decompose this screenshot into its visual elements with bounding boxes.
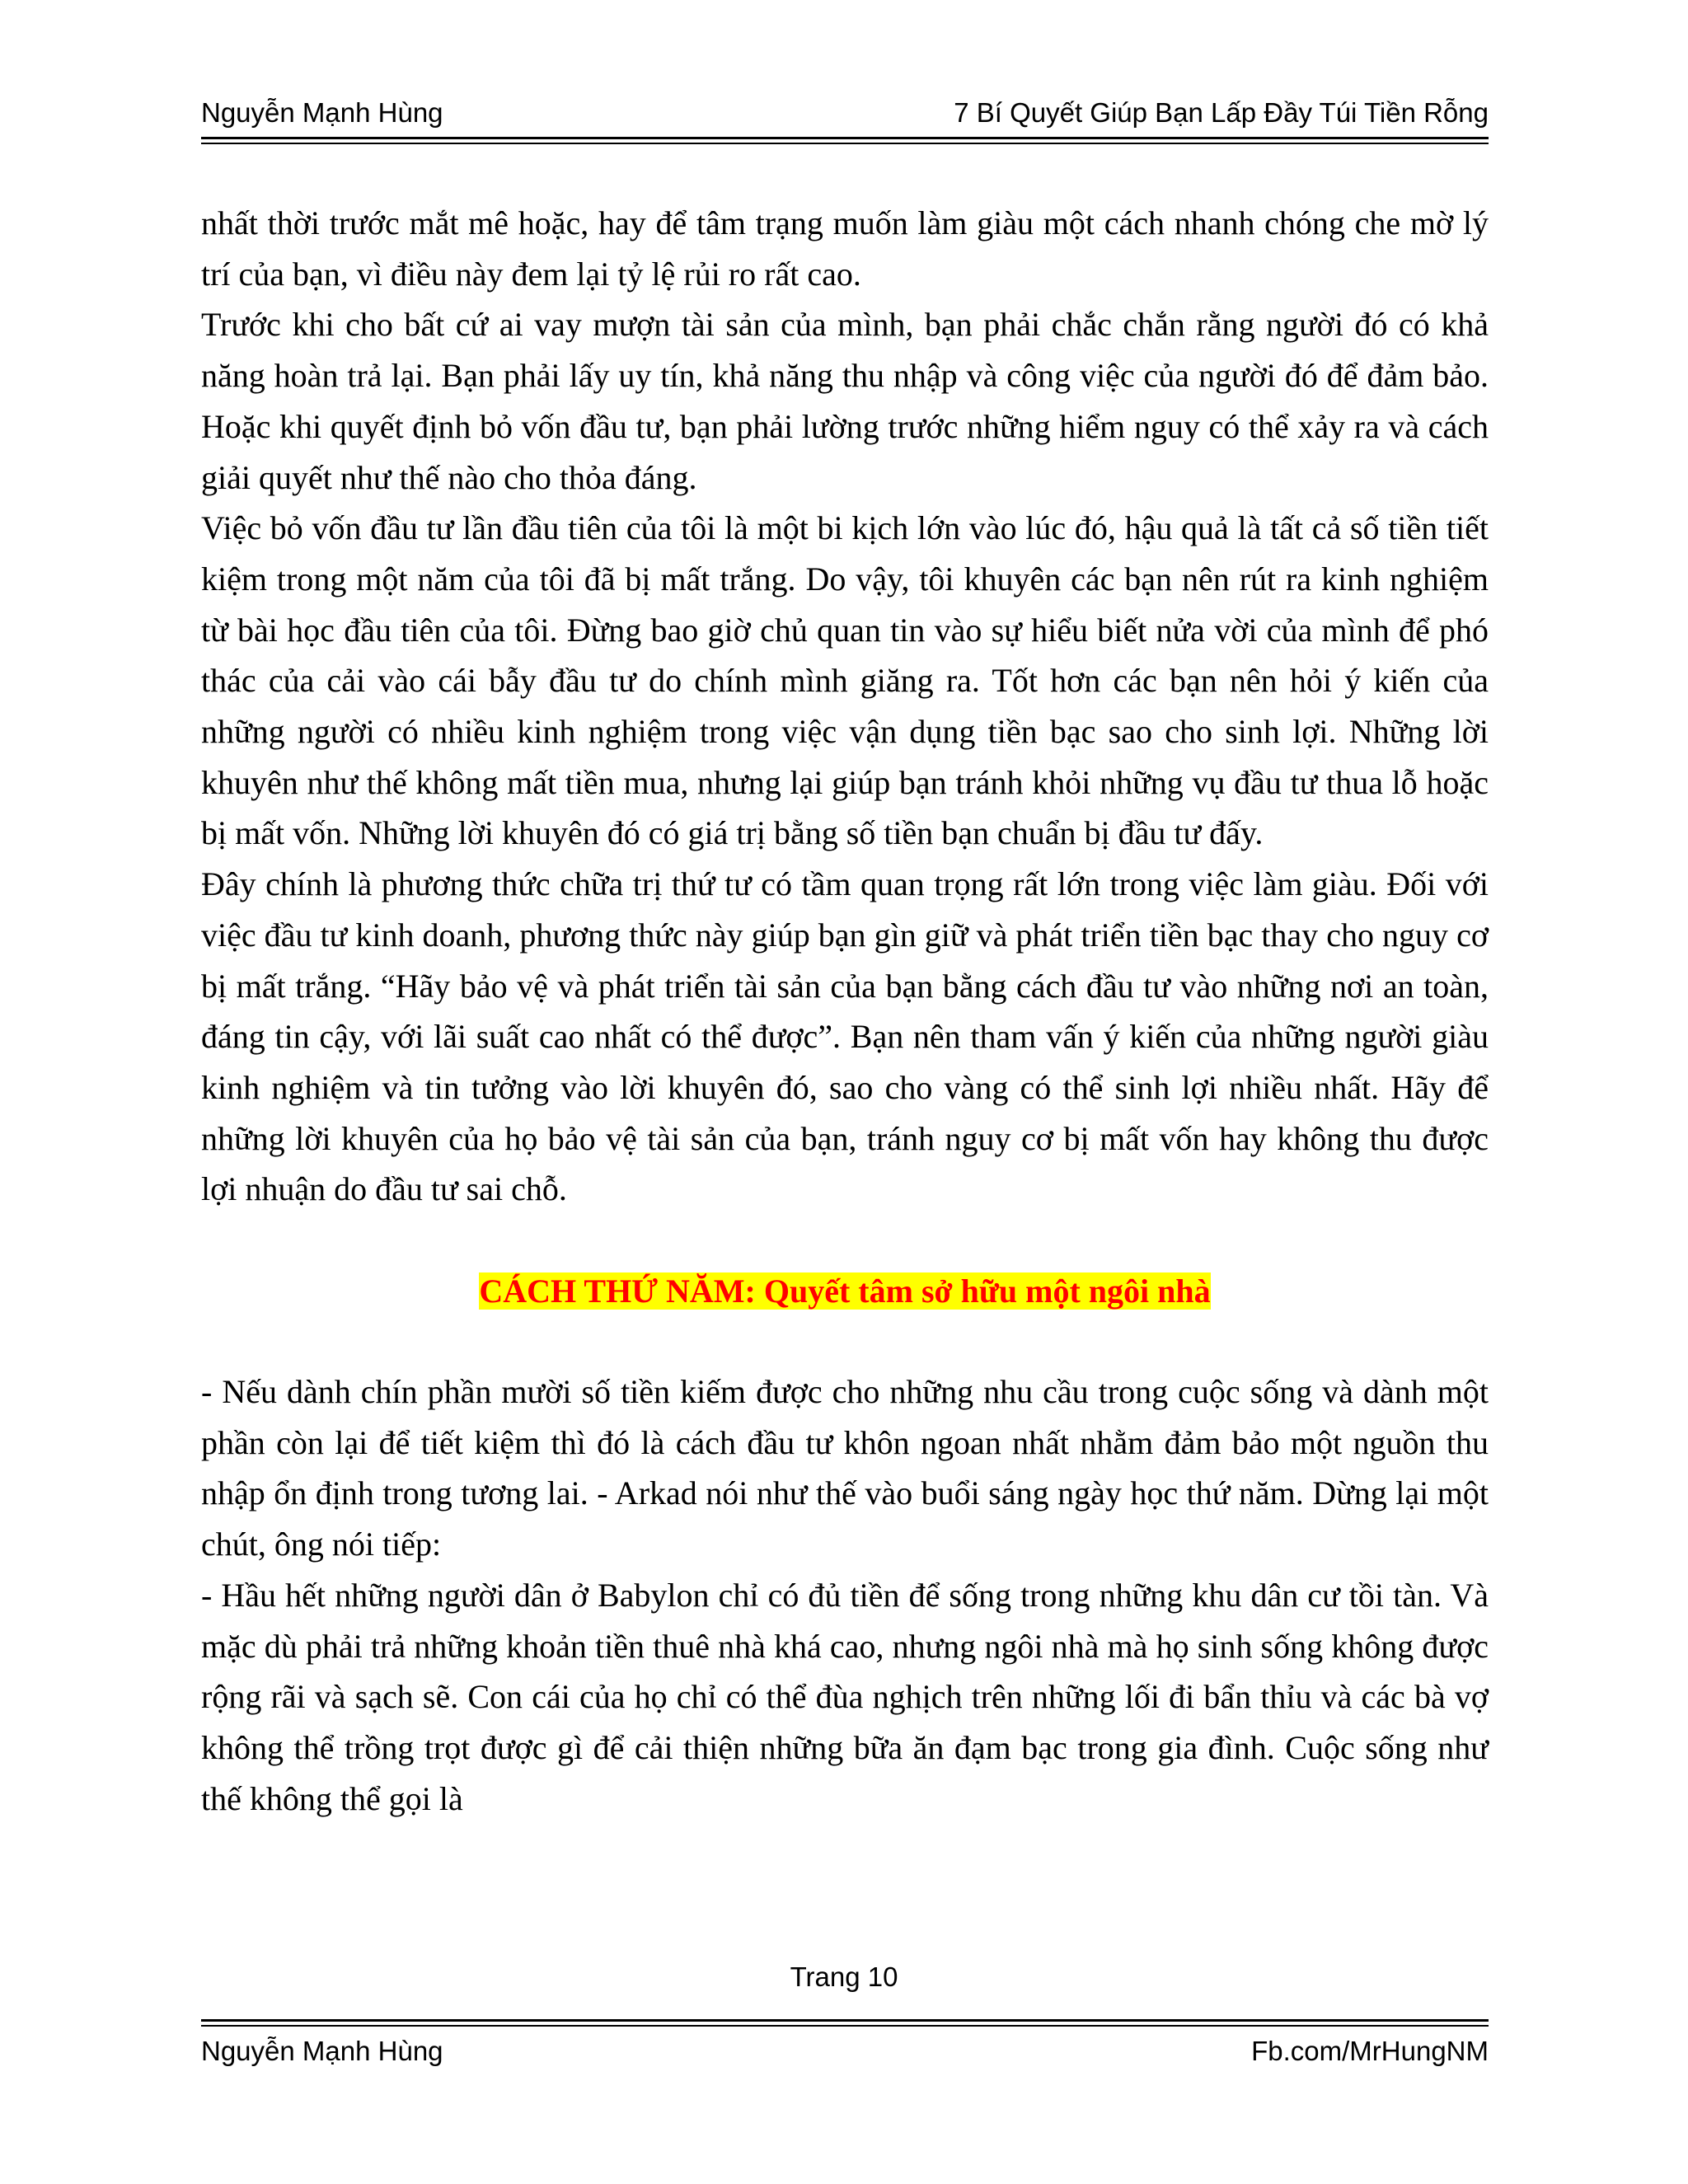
header-divider — [201, 137, 1489, 144]
section-heading-wrap — [201, 1266, 1489, 1317]
paragraph: Trước khi cho bất cứ ai vay mượn tài sản của mình, bạn phải chắc chắn rằng người đó có khả năng hoàn trả lại. Bạn phải lấy uy tín, khả năng thu nhập và công việc của người đó để đảm bảo. Hoặc khi quyết định bỏ vốn đầu tư, bạn phải lường trước những hiểm nguy có thể xảy ra và cách giải quyết như thế nào cho thỏa đáng. — [201, 306, 1489, 496]
page-number: Trang 10 — [790, 1961, 898, 1992]
page-header — [201, 97, 1489, 138]
body-text — [201, 198, 1489, 1824]
page-footer — [201, 2036, 1489, 2077]
paragraph: - Hầu hết những người dân ở Babylon chỉ có đủ tiền để sống trong những khu dân cư tồi tàn. Và mặc dù phải trả những khoản tiền thuê nhà khá cao, nhưng ngôi nhà mà họ sinh sống không được rộng rãi và sạch sẽ. Con cái của họ chỉ có thể đùa nghịch trên những lối đi bẩn thỉu và các bà vợ không thể trồng trọt được gì để cải thiện những bữa ăn đạm bạc trong gia đình. Cuộc sống như thế không thể gọi là — [201, 1576, 1489, 1817]
paragraph: - Nếu dành chín phần mười số tiền kiếm được cho những nhu cầu trong cuộc sống và dành một phần còn lại để tiết kiệm thì đó là cách đầu tư khôn ngoan nhất nhằm đảm bảo một nguồn thu nhập ổn định trong tương lai. - Arkad nói như thế vào buổi sáng ngày học thứ năm. Dừng lại một chút, ông nói tiếp: — [201, 1373, 1489, 1563]
header-author: Nguyễn Mạnh Hùng — [201, 97, 443, 128]
header-book-title: 7 Bí Quyết Giúp Bạn Lấp Đầy Túi Tiền Rỗng — [954, 97, 1489, 128]
footer-author: Nguyễn Mạnh Hùng — [201, 2036, 443, 2066]
footer-contact-link[interactable]: Fb.com/MrHungNM — [1251, 2036, 1489, 2066]
paragraph: nhất thời trước mắt mê hoặc, hay để tâm trạng muốn làm giàu một cách nhanh chóng che mờ lý trí của bạn, vì điều này đem lại tỷ lệ rủi ro rất cao. — [201, 204, 1489, 293]
footer-divider — [201, 2019, 1489, 2027]
paragraph: Việc bỏ vốn đầu tư lần đầu tiên của tôi là một bi kịch lớn vào lúc đó, hậu quả là tất cả số tiền tiết kiệm trong một năm của tôi đã bị mất trắng. Do vậy, tôi khuyên các bạn nên rút ra kinh nghiệm từ bài học đầu tiên của tôi. Đừng bao giờ chủ quan tin vào sự hiểu biết nửa vời của mình để phó thác của cải vào cái bẫy đầu tư do chính mình giăng ra. Tốt hơn các bạn nên hỏi ý kiến của những người có nhiều kinh nghiệm trong việc vận dụng tiền bạc sao cho sinh lợi. Những lời khuyên như thế không mất tiền mua, nhưng lại giúp bạn tránh khỏi những vụ đầu tư thua lỗ hoặc bị mất vốn. Những lời khuyên đó có giá trị bằng số tiền bạn chuẩn bị đầu tư đấy. — [201, 509, 1489, 852]
section-heading: CÁCH THỨ NĂM: Quyết tâm sở hữu một ngôi nhà — [479, 1272, 1211, 1310]
paragraph: Đây chính là phương thức chữa trị thứ tư có tầm quan trọng rất lớn trong việc làm giàu. Đối với việc đầu tư kinh doanh, phương thức này giúp bạn gìn giữ và phát triển tiền bạc thay cho nguy cơ bị mất trắng. “Hãy bảo vệ và phát triển tài sản của bạn bằng cách đầu tư vào những nơi an toàn, đáng tin cậy, với lãi suất cao nhất có thể được”. Bạn nên tham vấn ý kiến của những người giàu kinh nghiệm và tin tưởng vào lời khuyên đó, sao cho vàng có thể sinh lợi nhiều nhất. Hãy để những lời khuyên của họ bảo vệ tài sản của bạn, tránh nguy cơ bị mất vốn hay không thu được lợi nhuận do đầu tư sai chỗ. — [201, 865, 1489, 1208]
